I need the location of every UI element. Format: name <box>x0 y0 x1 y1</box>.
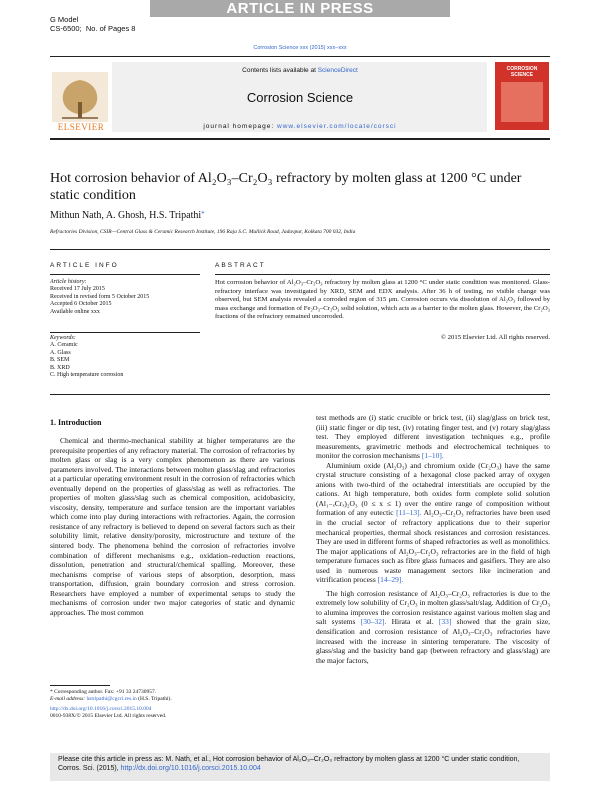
abstract-copyright: © 2015 Elsevier Ltd. All rights reserved. <box>440 334 550 341</box>
contents-line <box>50 67 550 74</box>
intro-paragraph <box>316 461 550 585</box>
reference-link[interactable]: [33] <box>438 617 452 627</box>
doi-link[interactable]: http://dx.doi.org/10.1016/j.corsci.2015.10.004 <box>50 706 152 712</box>
history-accepted: Accepted 6 October 2015 <box>50 301 112 308</box>
article-info-rule <box>50 274 200 275</box>
reference-link[interactable]: [1–10]. <box>421 451 444 461</box>
cite-doi-link[interactable]: http://dx.doi.org/10.1016/j.corsci.2015.10.004 <box>120 765 261 772</box>
keyword-item: C. High temperature corrosion <box>50 372 124 379</box>
sciencedirect-link[interactable]: ScienceDirect <box>317 67 358 74</box>
intro-left-column <box>50 436 295 617</box>
article-info-heading: ARTICLE INFO <box>50 262 119 269</box>
banner-title: ARTICLE IN PRESS <box>226 0 374 17</box>
keyword-item: A. Glass <box>50 349 71 356</box>
article-title: Hot corrosion behavior of Al₂O₃–Cr₂O₃ refractory by molten glass at 1200 °C under static condition <box>50 171 522 203</box>
paragraph-text: Hirata et al. <box>391 617 434 627</box>
homepage-url[interactable]: www.elsevier.com/locate/corsci <box>277 123 397 130</box>
paragraph-text: The high corrosion resistance of Al₂O₃–Cr₂O₃ refractories is due to the extremely low solubility of Cr₂O₃ in molten glass/salt/slag. Addition of Cr₂O₃ to alumina improves the corrosion resistance against various molten slag and salt systems <box>316 588 550 627</box>
corresponding-mark[interactable]: * <box>201 210 205 218</box>
corresponding-author: * Corresponding author. Fax: +91 33 24730957. <box>50 689 157 695</box>
paragraph-text: Aluminium oxide (Al₂O₃) and chromium oxide (Cr₂O₃) have the same crystal structure consisting of a hexagonal close packed array of oxygen anions with two-third of the octahedral interstitials are occupied by the cations. At high temperature, both oxides form complete solid solution (Al₁₋ₓCrₓ)₂O₃ (0 ≤ x ≤ 1) over the entire range of composition without formation of any eutectic <box>316 460 550 518</box>
keyword-item: A. Ceramic <box>50 342 78 349</box>
email-label: E-mail address: <box>50 696 86 702</box>
paragraph-text: test methods are (i) static crucible or brick test, (ii) slag/glass on brick test, (iii) static finger or dip test, (iv) rotating finger test, and (v) rotary slag/glass test. They employed different investigation techniques e.g., profile measurements, gravimetric methods and electrochemical techniques to monitor the corrosion mechanisms <box>316 413 550 461</box>
cite-this-article-box <box>50 753 550 781</box>
abstract-heading: ABSTRACT <box>215 262 266 269</box>
keywords-rule <box>50 332 200 333</box>
intro-right-column <box>316 413 550 665</box>
keywords-label: Keywords: <box>50 335 76 341</box>
keyword-item: B. XRD <box>50 364 70 371</box>
abstract-rule <box>215 274 550 275</box>
issn-line: 0010-938X/© 2015 Elsevier Ltd. All rights reserved. <box>50 713 167 719</box>
abstract-text: Hot corrosion behavior of Al₂O₃–Cr₂O₃ refractory by molten glass at 1200 °C under static condition was monitored. Glass-refractory interface was investigated by XRD, SEM and EDX analysis. After 36 h of testing, no visible change was observed, but SEM analysis revealed a corroded region of 315 μm. Corrosion occurs via dissolution of Al₂O₃ followed by mass exchange and formation of Fe₂O₃–Cr₂O₃ solid solution, which acts as a barrier to the molten glass. However, the Cr₂O₃ fractions of the refractory remained uncorroded. <box>215 279 550 320</box>
gmodel-pages: No. of Pages 8 <box>85 24 136 33</box>
homepage-label: journal homepage: <box>203 123 275 130</box>
author-list <box>50 210 205 221</box>
info-top-rule <box>50 249 550 250</box>
affiliation: Refractories Division, CSIR—Central Glass & Ceramic Research Institute, 196 Raja S.C. Mullick Road, Jadavpur, Kolkata 700 032, India <box>50 229 356 235</box>
cover-title: CORROSION SCIENCE <box>506 66 538 78</box>
intro-paragraph: Chemical and thermo-mechanical stability at higher temperatures are the prerequisite properties of any refractory material. The corrosion of refractories by molten glass or slag is a very complex phenomenon as there are various parameters involved. The interactions between molten glass/slag and refractories at a particular operating environment result in the corrosion of refractories which eventually depend on the properties of glass/slag as well as refractories. The properties of molten glass/slag such as chemical composition, acidobasicity, viscosity, density, temperature and surface tension are the important variables which come into play during interactions with refractories. Again, the corrosion resistance of any refractory is believed to depend on several factors such as their solubility limit, relative density/porosity, microstructure and texture of the sintered body. The phenomena behind the corrosion of refractories involve combination of different mechanisms e.g., oxidation–reduction reactions, dissolution, penetration and structural/chemical spalling. Moreover, these mechanisms comprise of various steps of absorption, desorption, mass transportation, diffusion, grain boundary corrosion and stress corrosion. Researchers have employed a number of experimental setups to study the mechanisms of corrosion under two major categories of static and dynamic approaches. The most common <box>50 436 295 617</box>
header-bottom-rule <box>50 138 550 140</box>
reference-link[interactable]: [14–29]. <box>377 575 404 585</box>
intro-heading: 1. Introduction <box>50 418 102 427</box>
article-history <box>50 279 200 316</box>
cite-text: Please cite this article in press as: M. Nath, et al., Hot corrosion behavior of Al₂O₃–Cr₂O₃ refractory by molten glass at 1200 °C under static condition, Corros. Sci. (2015), <box>58 756 520 772</box>
keyword-item: B. SEM <box>50 357 70 364</box>
intro-paragraph <box>316 589 550 665</box>
intro-paragraph <box>316 413 550 461</box>
cover-art <box>501 82 543 122</box>
journal-header <box>50 56 550 136</box>
journal-cover-image <box>495 62 549 130</box>
journal-homepage <box>50 123 550 130</box>
authors: Mithun Nath, A. Ghosh, H.S. Tripathi <box>50 210 202 221</box>
footnote <box>50 689 295 720</box>
journal-name: Corrosion Science <box>246 90 354 105</box>
reference-link[interactable]: [30–32]. <box>360 617 387 627</box>
keywords <box>50 335 200 379</box>
history-revised: Received in revised form 5 October 2015 <box>50 293 150 300</box>
gmodel-id: CS-6500; <box>50 24 82 33</box>
contents-prefix: Contents lists available at <box>242 67 316 74</box>
reference-link[interactable]: [11–13]. <box>396 508 422 518</box>
history-received: Received 17 July 2015 <box>50 286 105 293</box>
gmodel-info <box>50 15 135 33</box>
body-top-rule <box>50 394 550 395</box>
email-owner: (H.S. Tripathi). <box>138 696 172 702</box>
history-online: Available online xxx <box>50 308 100 315</box>
paragraph-text: showed that the grain size, densification and corrosion resistance of Al₂O₃–Cr₂O₃ refractories have increased with the increase in sintering temperature. The viscosity of glass/slag and the basicity band gap (between refractory and glass/slag) are the major factors, <box>316 617 551 665</box>
publisher-name: ELSEVIER <box>57 122 105 132</box>
paragraph-text: Al₂O₃–Cr₂O₃ refractories have been used in the crucial sector of refractory applications due to their superior mechanical properties, thermal shock resistances and corrosion resistances. They are used in different forms of shaped refractories as well as monolithics. The major applications of Al₂O₃–Cr₂O₃ refractories are in the field of high temperature furnaces such as fibre glass furnaces and gasifiers. They are also used in numerous waste management sectors like incineration and vitrification process <box>316 508 551 585</box>
top-citation[interactable]: Corrosion Science xxx (2015) xxx–xxx <box>253 45 347 51</box>
email-link[interactable]: hstripathi@cgcri.res.in <box>86 696 137 702</box>
history-label: Article history: <box>50 279 87 285</box>
gmodel-label: G Model <box>50 15 79 24</box>
footnote-rule <box>50 685 110 686</box>
